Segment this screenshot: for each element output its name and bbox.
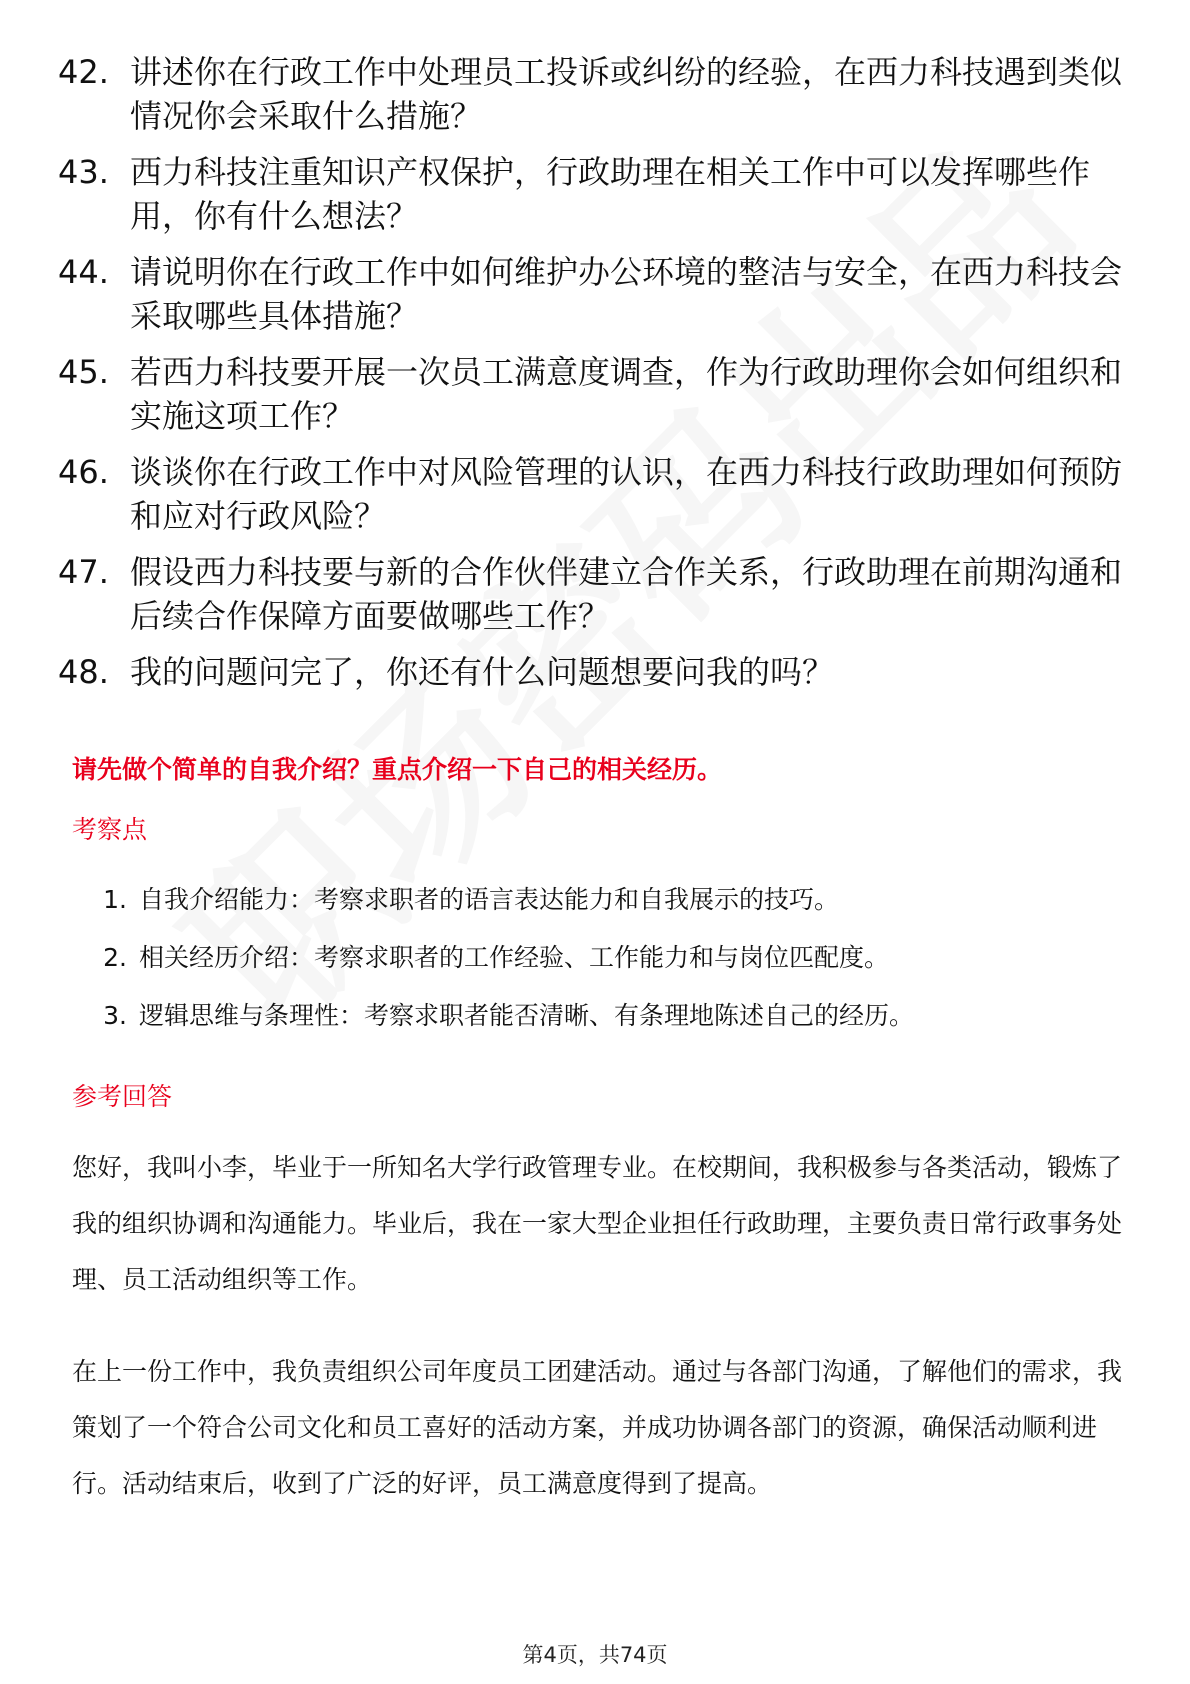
- question-item: [58, 150, 1138, 238]
- question-text: 讲述你在行政工作中处理员工投诉或纠纷的经验，在西力科技遇到类似情况你会采取什么措施？: [130, 53, 1123, 135]
- point-text: 相关经历介绍：考察求职者的工作经验、工作能力和与岗位匹配度。: [139, 943, 890, 972]
- question-item: [58, 250, 1138, 338]
- question-number: 46.: [58, 453, 109, 491]
- question-item: [58, 550, 1138, 638]
- point-text: 自我介绍能力：考察求职者的语言表达能力和自我展示的技巧。: [139, 885, 840, 914]
- question-item: [58, 50, 1138, 138]
- question-text: 西力科技注重知识产权保护，行政助理在相关工作中可以发挥哪些作用，你有什么想法？: [130, 153, 1091, 235]
- question-number: 42.: [58, 53, 109, 91]
- list-item: [72, 880, 1122, 938]
- question-number: 45.: [58, 353, 109, 391]
- answer-paragraph: 您好，我叫小李，毕业于一所知名大学行政管理专业。在校期间，我积极参与各类活动，锻炼了我的组织协调和沟通能力。毕业后，我在一家大型企业担任行政助理，主要负责日常行政事务处理、员工活动组织等工作。: [72, 1153, 1123, 1294]
- question-number: 48.: [58, 653, 109, 691]
- question-text: 若西力科技要开展一次员工满意度调查，作为行政助理你会如何组织和实施这项工作？: [130, 353, 1123, 435]
- question-item: [58, 650, 1138, 694]
- question-item: [58, 450, 1138, 538]
- point-number: 2.: [103, 943, 127, 972]
- evaluation-points-list: [72, 880, 1122, 1054]
- points-heading: 考察点: [72, 815, 148, 844]
- answer-paragraph: 在上一份工作中，我负责组织公司年度员工团建活动。通过与各部门沟通，了解他们的需求，我策划了一个符合公司文化和员工喜好的活动方案，并成功协调各部门的资源，确保活动顺利进行。活动结束后，收到了广泛的好评，员工满意度得到了提高。: [72, 1357, 1123, 1498]
- question-item: [58, 350, 1138, 438]
- question-text: 我的问题问完了，你还有什么问题想要问我的吗？: [130, 653, 835, 691]
- question-text: 请说明你在行政工作中如何维护办公环境的整洁与安全，在西力科技会采取哪些具体措施？: [130, 253, 1123, 335]
- page-footer: 第4页，共74页: [522, 1643, 668, 1667]
- question-number: 44.: [58, 253, 109, 291]
- point-number: 3.: [103, 1001, 127, 1030]
- point-number: 1.: [103, 885, 127, 914]
- section-question: 请先做个简单的自我介绍？重点介绍一下自己的相关经历。: [72, 755, 723, 784]
- question-text: 谈谈你在行政工作中对风险管理的认识，在西力科技行政助理如何预防和应对行政风险？: [130, 453, 1123, 535]
- question-number: 47.: [58, 553, 109, 591]
- point-text: 逻辑思维与条理性：考察求职者能否清晰、有条理地陈述自己的经历。: [139, 1001, 915, 1030]
- answer-heading: 参考回答: [72, 1082, 173, 1111]
- list-item: [72, 996, 1122, 1054]
- question-list: [58, 50, 1138, 706]
- list-item: [72, 938, 1122, 996]
- question-number: 43.: [58, 153, 109, 191]
- question-text: 假设西力科技要与新的合作伙伴建立合作关系，行政助理在前期沟通和后续合作保障方面要做哪些工作？: [130, 553, 1123, 635]
